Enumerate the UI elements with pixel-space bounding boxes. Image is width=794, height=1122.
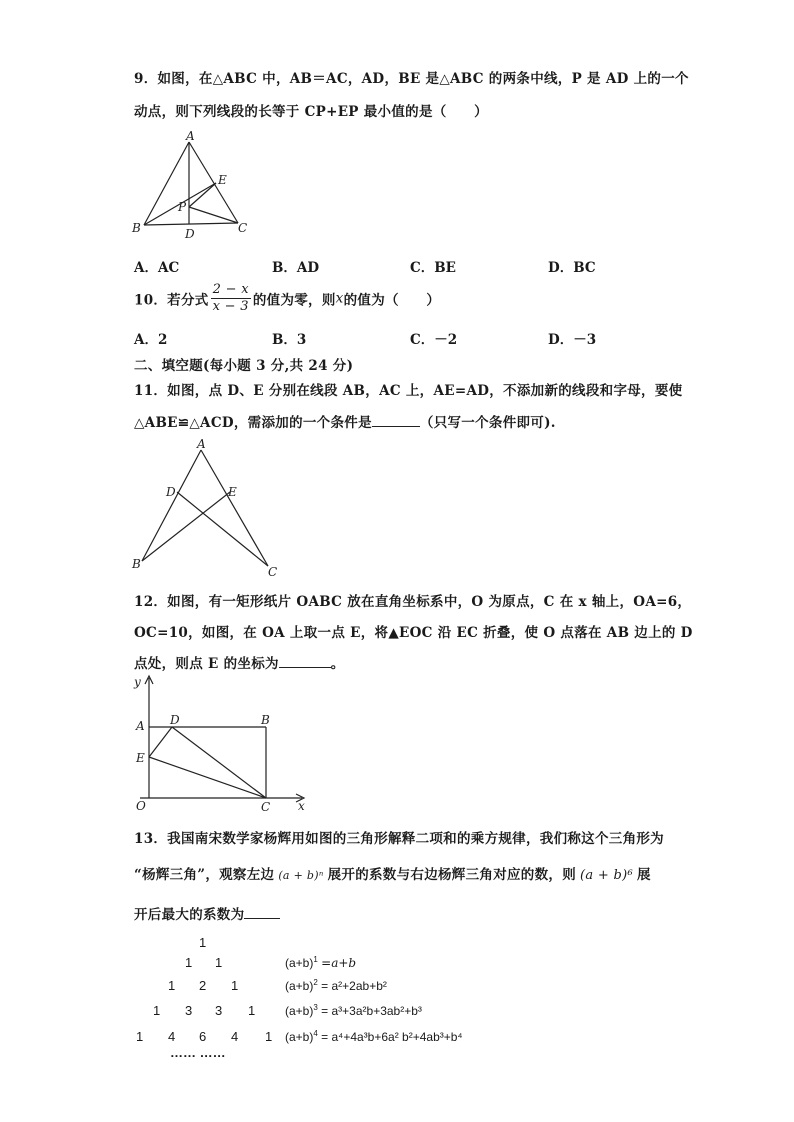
expansion-1-lhs: (a+b) [285, 956, 314, 970]
expansion-3-power: 3 [313, 1003, 318, 1012]
q13-expr-n: (a + b)ⁿ [278, 869, 324, 882]
q12-line2: OC=10，如图，在 OA 上取一点 E，将▲EOC 沿 EC 折叠，使 O 点落在 AB 边上的 D [134, 625, 693, 641]
q13-expr-6: (a + b)⁶ [580, 868, 633, 883]
q13-line3 [134, 903, 280, 923]
q10-denominator: x − 3 [212, 299, 249, 314]
q12-coordinate-figure [128, 672, 313, 814]
q11-line2b: （只写一个条件即可). [419, 415, 556, 431]
q9-option-a: A．AC [134, 260, 180, 276]
triangle-row5-n4: 4 [231, 1029, 239, 1044]
q11-label-d: D [166, 485, 176, 499]
q9-option-c: C．BE [410, 260, 456, 276]
q9-line1: 9．如图，在△ABC 中，AB＝AC，AD，BE 是△ABC 的两条中线，P 是 AD 上的一个 [134, 71, 689, 87]
q10-var: x [335, 290, 344, 307]
expansion-1 [285, 955, 356, 970]
q12-label-x: x [298, 799, 305, 813]
q11-figure [128, 436, 288, 578]
q12-label-c: C [261, 800, 271, 814]
q12-label-b: B [261, 713, 270, 727]
q9-option-b: B．AD [272, 260, 320, 276]
expansion-1-rhs: =a+b [321, 956, 357, 970]
q10-option-d: D．－3 [548, 332, 597, 348]
q11-label-e: E [228, 485, 237, 499]
q10-option-b: B．3 [272, 332, 307, 348]
q10-mid: 的值为零，则 [252, 292, 336, 309]
q9-label-d: D [185, 227, 195, 240]
q10-numerator: 2 − x [212, 282, 249, 297]
expansion-3-rhs: = a³+3a²b+3ab²+b³ [321, 1004, 422, 1018]
q9-label-b: B [132, 221, 141, 235]
q13-line2a: “杨辉三角”，观察左边 [134, 867, 275, 883]
q9-triangle-figure [128, 128, 258, 240]
expansion-4-rhs: = a⁴+4a³b+6a² b²+4ab³+b⁴ [321, 1030, 463, 1044]
q12-label-a: A [136, 719, 145, 733]
q9-label-a: A [186, 129, 195, 143]
expansion-4-power: 4 [313, 1029, 318, 1038]
triangle-row5-n3: 6 [199, 1029, 207, 1044]
q12-label-e: E [136, 751, 145, 765]
triangle-row5-n2: 4 [168, 1029, 176, 1044]
q12-answer-blank [279, 655, 331, 668]
triangle-row4-n3: 3 [215, 1003, 223, 1018]
q10-prefix: 10．若分式 [134, 292, 209, 309]
expansion-2-lhs: (a+b) [285, 979, 314, 993]
triangle-row5-n5: 1 [265, 1029, 273, 1044]
q12-line3 [134, 652, 345, 672]
triangle-row1-n1: 1 [199, 935, 207, 950]
q10-suffix: 的值为（ ） [343, 292, 441, 309]
q13-line2b: 展开的系数与右边杨辉三角对应的数，则 [327, 867, 577, 883]
q10-line [134, 282, 440, 315]
q12-line3b: 。 [330, 656, 345, 672]
expansion-4 [285, 1029, 463, 1044]
q13-line2 [134, 863, 651, 883]
expansion-3-lhs: (a+b) [285, 1004, 314, 1018]
expansion-1-power: 1 [313, 955, 318, 964]
q12-label-d: D [170, 713, 180, 727]
q11-answer-blank [372, 414, 420, 427]
q13-line2c: 展 [637, 867, 651, 883]
q9-line2: 动点，则下列线段的长等于 CP+EP 最小值的是（ ） [134, 104, 488, 120]
triangle-ellipsis: …… …… [170, 1045, 226, 1060]
q11-line1: 11．如图，点 D、E 分别在线段 AB，AC 上，AE=AD，不添加新的线段和字母，要使 [134, 383, 683, 399]
q9-label-e: E [218, 173, 227, 187]
q9-label-p: P [178, 200, 187, 214]
triangle-row4-n1: 1 [153, 1003, 161, 1018]
q9-option-d: D．BC [548, 260, 596, 276]
q11-line2 [134, 411, 556, 431]
triangle-row3-n3: 1 [231, 978, 239, 993]
q12-line3a: 点处，则点 E 的坐标为 [134, 656, 279, 672]
expansion-2-rhs: = a²+2ab+b² [321, 979, 387, 993]
q13-line3-text: 开后最大的系数为 [134, 907, 245, 923]
q12-label-o: O [136, 799, 146, 813]
q11-label-b: B [132, 557, 141, 571]
triangle-row3-n1: 1 [168, 978, 176, 993]
triangle-row5-n1: 1 [136, 1029, 144, 1044]
q13-line1: 13．我国南宋数学家杨辉用如图的三角形解释二项和的乘方规律，我们称这个三角形为 [134, 831, 664, 847]
expansion-4-lhs: (a+b) [285, 1030, 314, 1044]
expansion-3 [285, 1003, 422, 1018]
q11-line2a: △ABE≌△ACD，需添加的一个条件是 [134, 415, 372, 431]
q10-option-c: C．－2 [410, 332, 458, 348]
q10-option-a: A．2 [134, 332, 168, 348]
expansion-2-power: 2 [313, 978, 318, 987]
q9-label-c: C [238, 221, 248, 235]
q12-label-y: y [134, 675, 141, 689]
q11-label-c: C [268, 565, 278, 578]
triangle-row4-n4: 1 [248, 1003, 256, 1018]
triangle-row4-n2: 3 [185, 1003, 193, 1018]
q13-answer-blank [244, 906, 280, 919]
q11-label-a: A [197, 437, 206, 451]
q12-line1: 12．如图，有一矩形纸片 OABC 放在直角坐标系中，O 为原点，C 在 x 轴上，OA=6， [134, 594, 692, 610]
section-heading: 二、填空题(每小题 3 分,共 24 分) [134, 358, 354, 374]
triangle-row2-n1: 1 [185, 955, 193, 970]
expansion-2 [285, 978, 387, 993]
triangle-row3-n2: 2 [199, 978, 207, 993]
q10-fraction [211, 282, 251, 315]
triangle-row2-n2: 1 [215, 955, 223, 970]
